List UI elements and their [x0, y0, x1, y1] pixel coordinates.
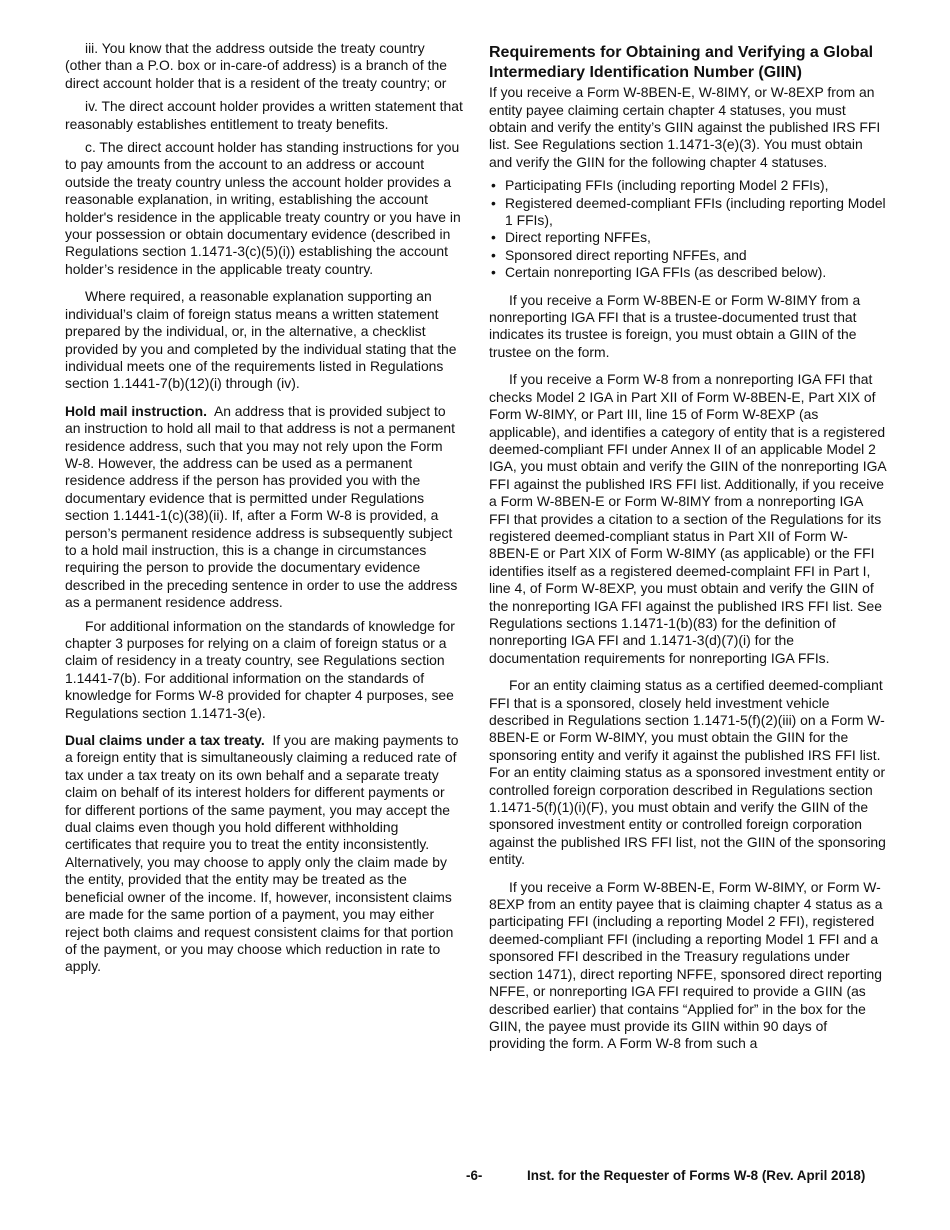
chapter4-status-list [489, 177, 887, 281]
bullet-icon: • [491, 177, 496, 194]
giin-section-heading: Requirements for Obtaining and Verifying a Global Intermediary Identification Number (GIIN) [489, 44, 874, 81]
paragraph-iii: iii. You know that the address outside the treaty country (other than a P.O. box or in-care-of address) is a branch of the direct account holder that is a resident of the treaty country; or [65, 40, 447, 91]
paragraph-c: c. The direct account holder has standing instructions for you to pay amounts from the account to an address or account outside the treaty country unless the account holder provides a reasonable explanation, in writing, establishing the account holder's residence in the applicable treaty country or you have in your possession or obtain documentary evidence (described in Regulations section 1.1471-3(c)(5)(i)) establishing the account holder’s residence in the applicable treaty country. [65, 139, 461, 277]
list-item: • Sponsored direct reporting NFFEs, and [491, 246, 747, 263]
left-column [65, 40, 463, 982]
paragraph-certified-deemed-compliant: For an entity claiming status as a certified deemed-compliant FFI that is a sponsored, closely held investment vehicle described in Regulations section 1.1471-5(f)(2)(iii) on a Form W-8BEN-E or Form W-8IMY, you must obtain the GIIN for the sponsoring entity and verify it against the published IRS FFI list. For an entity claiming status as a sponsored investment entity or controlled foreign corporation described in Regulations section 1.1471-5(f)(1)(i)(F), you must obtain and verify the GIIN of the sponsored investment entity or controlled foreign corporation against the published IRS FFI list, not the GIIN of the sponsoring entity. [489, 677, 886, 868]
paragraph-standards-of-knowledge: For additional information on the standards of knowledge for chapter 3 purposes for relying on a claim of foreign status or a claim of residency in a treaty country, see Regulations section 1.1441-7(b). For additional information on the standards of knowledge for Forms W-8 provided for chapter 4 purposes, see Regulations section 1.1471-3(e). [65, 617, 455, 721]
list-item: • Registered deemed-compliant FFIs (including reporting Model 1 FFIs), [491, 194, 886, 229]
list-item: • Direct reporting NFFEs, [491, 229, 651, 246]
paragraph-trustee-documented-trust: If you receive a Form W-8BEN-E or Form W-8IMY from a nonreporting IGA FFI that is a trustee-documented trust that indicates its trustee is foreign, you must obtain a GIIN of the trustee on the form. [489, 291, 861, 360]
paragraph-applied-for: If you receive a Form W-8BEN-E, Form W-8IMY, or Form W-8EXP from an entity payee that is claiming chapter 4 status as a participating FFI (including a reporting Model 2 FFI), registered deemed-compliant FFI (including a reporting Model 1 FFI and a sponsored FFI described in the Treasury regulations under section 1471), direct reporting NFFE, sponsored direct reporting NFFE, or nonreporting IGA FFI required to provide a GIIN (as described earlier) that contains “Applied for” in the box for the GIIN, the payee must provide its GIIN within 90 days of providing the form. A Form W-8 from such a [489, 878, 883, 1052]
bullet-icon: • [491, 264, 496, 281]
paragraph-model2-iga: If you receive a Form W-8 from a nonreporting IGA FFI that checks Model 2 IGA in Part XII of Form W-8BEN-E, Part XIX of Form W-8IMY, or Part III, line 15 of Form W-8EXP (as applicable), and identifies a category of entity that is a registered deemed-compliant FFI under Annex II of an applicable Model 2 IGA, you must obtain and verify the GIIN of the nonreporting IGA FFI against the published IRS FFI list. Additionally, if you receive a Form W-8BEN-E or Form W-8IMY from a nonreporting IGA FFI that provides a citation to a section of the Regulations for its registered deemed-compliant status in Part XII of Form W-8BEN-E or Part XIX of Form W-8IMY (as applicable) or the FFI identifies itself as a registered deemed-complaint FFI in Part I, line 4, of Form W-8EXP, you must obtain and verify the GIIN of the nonreporting IGA FFI against the published IRS FFI list. See Regulations sections 1.1471-1(b)(83) for the definition of nonreporting IGA FFI and 1.1471-3(d)(7)(i) for the documentation requirements for nonreporting IGA FFIs. [489, 371, 886, 666]
dual-claims-heading: Dual claims under a tax treaty. [65, 732, 265, 749]
bullet-icon: • [491, 246, 496, 263]
hold-mail-heading: Hold mail instruction. [65, 402, 207, 419]
paragraph-iv: iv. The direct account holder provides a written statement that reasonably establishes entitlement to treaty benefits. [65, 98, 463, 132]
dual-claims-section [65, 732, 463, 976]
bullet-icon: • [491, 229, 496, 246]
list-item: • Participating FFIs (including reporting Model 2 FFIs), [491, 177, 829, 194]
document-title: Inst. for the Requester of Forms W-8 (Rev. April 2018) [527, 1168, 866, 1183]
dual-claims-text: If you are making payments to a foreign entity that is simultaneously claiming a reduced rate of tax under a tax treaty on its own behalf and a separate treaty claim on behalf of its interest holders for different payments or for different portions of the same payment, you may accept the dual claims even though you hold different withholding certificates that require you to treat the entity inconsistently. Alternatively, you may choose to apply only the claim made by the entity, provided that the entity may be treated as the beneficial owner of the income. If, however, inconsistent claims are made for the same portion of a payment, you may either reject both claims and request consistent claims for that portion of the payment, or you may choose which reduction in rate to apply. [65, 732, 459, 975]
hold-mail-section [65, 403, 463, 612]
hold-mail-text: An address that is provided subject to an instruction to hold all mail to that address is not a permanent residence address, such that you may not rely upon the Form W-8. However, the address can be used as a permanent residence address if the person has provided you with the documentary evidence that is permitted under Regulations section 1.1441-1(c)(38)(ii). If, after a Form W-8 is provided, a person’s permanent residence address is subsequently subject to a hold mail instruction, this is a change in circumstances requiring the person to provide the documentary evidence described in the preceding sentence in order to use the address as a permanent residence address. [65, 402, 458, 611]
right-column [489, 40, 887, 1059]
list-item: • Certain nonreporting IGA FFIs (as described below). [491, 264, 827, 281]
bullet-icon: • [491, 194, 496, 211]
giin-intro: If you receive a Form W-8BEN-E, W-8IMY, or W-8EXP from an entity payee claiming certain chapter 4 statuses, you must obtain and verify the entity’s GIIN against the published IRS FFI list. See Regulations section 1.1471-3(e)(3). You must obtain and verify the GIIN for the following chapter 4 statuses. [489, 84, 881, 170]
paragraph-reasonable-explanation: Where required, a reasonable explanation supporting an individual’s claim of foreign status means a written statement prepared by the individual, or, in the alternative, a checklist provided by you and completed by the individual stating that the individual meets one of the requirements listed in Regulations section 1.1441-7(b)(12)(i) through (iv). [65, 288, 457, 392]
page-number: -6- [466, 1168, 483, 1183]
